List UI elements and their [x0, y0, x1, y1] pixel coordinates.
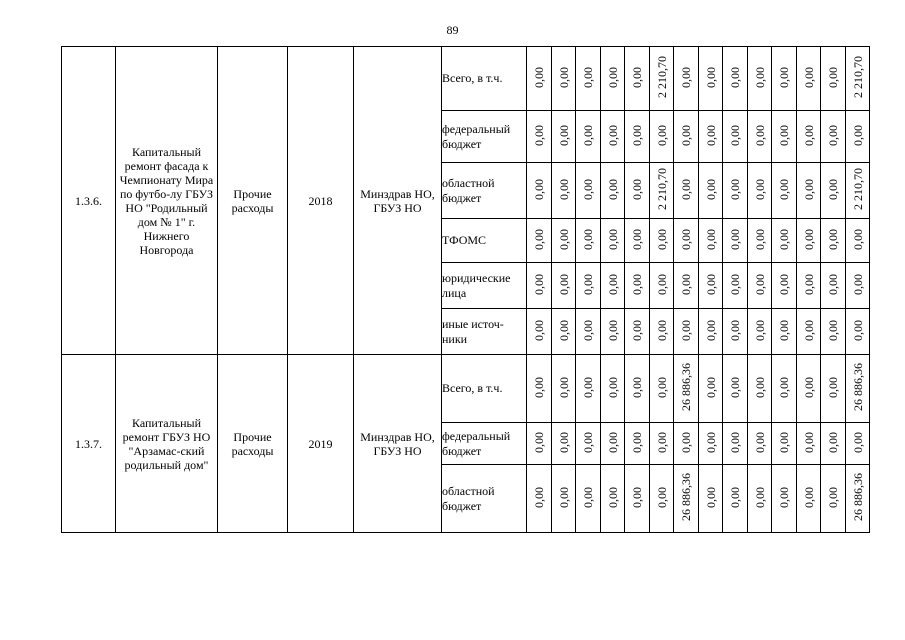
amount-value: 0,00	[801, 431, 816, 453]
amount-cell	[723, 309, 748, 355]
funding-source-label: федеральный бюджет	[442, 111, 527, 163]
amount-cell	[699, 163, 723, 219]
amount-value: 0,00	[703, 486, 718, 508]
amount-value: 0,00	[679, 228, 693, 250]
measure-name: Капитальный ремонт фасада к Чемпионату Мира по футбо-лу ГБУЗ НО "Родильный дом № 1" г. Нижнего Новгорода	[116, 47, 218, 355]
amount-value: 0,00	[703, 273, 718, 295]
amount-value: 0,00	[532, 228, 546, 250]
amount-cell	[527, 163, 552, 219]
amount-cell	[723, 423, 748, 465]
amount-cell	[723, 465, 748, 533]
amount-cell	[797, 465, 821, 533]
amount-value: 0,00	[703, 376, 718, 398]
amount-cell	[699, 219, 723, 263]
amount-cell	[748, 47, 772, 111]
amount-value: 0,00	[826, 431, 840, 453]
amount-cell	[527, 47, 552, 111]
amount-value: 0,00	[728, 376, 742, 398]
table-row	[62, 355, 870, 423]
amount-cell	[650, 309, 674, 355]
amount-value: 26 886,36	[679, 473, 693, 521]
amount-cell	[846, 47, 870, 111]
amount-value: 0,00	[630, 376, 644, 398]
amount-value: 0,00	[801, 319, 816, 341]
amount-value: 0,00	[654, 228, 669, 250]
amount-cell	[527, 309, 552, 355]
year: 2019	[288, 355, 354, 533]
amount-cell	[846, 423, 870, 465]
amount-cell	[576, 47, 601, 111]
amount-value: 0,00	[752, 486, 767, 508]
amount-value: 0,00	[826, 319, 840, 341]
amount-cell	[650, 423, 674, 465]
amount-cell	[723, 111, 748, 163]
amount-cell	[527, 111, 552, 163]
amount-value: 26 886,36	[679, 363, 693, 411]
amount-cell	[772, 111, 797, 163]
amount-cell	[576, 423, 601, 465]
amount-cell	[552, 355, 576, 423]
amount-cell	[699, 309, 723, 355]
amount-cell	[601, 465, 625, 533]
amount-value: 0,00	[654, 319, 669, 341]
amount-value: 0,00	[532, 376, 546, 398]
budget-table-body	[62, 47, 870, 533]
amount-cell	[772, 465, 797, 533]
amount-value: 0,00	[630, 273, 644, 295]
amount-value: 0,00	[752, 228, 767, 250]
amount-cell	[527, 219, 552, 263]
amount-value: 0,00	[556, 319, 571, 341]
amount-value: 0,00	[605, 66, 620, 88]
amount-cell	[552, 219, 576, 263]
expense-type: Прочие расходы	[218, 47, 288, 355]
row-number: 1.3.6.	[62, 47, 116, 355]
amount-value: 0,00	[581, 319, 595, 341]
amount-value: 0,00	[777, 486, 791, 508]
amount-value: 0,00	[532, 124, 546, 146]
amount-value: 0,00	[556, 273, 571, 295]
amount-value: 0,00	[801, 228, 816, 250]
amount-cell	[527, 423, 552, 465]
amount-cell	[650, 465, 674, 533]
amount-value: 0,00	[850, 273, 865, 295]
amount-cell	[723, 47, 748, 111]
amount-cell	[601, 263, 625, 309]
amount-value: 0,00	[728, 273, 742, 295]
amount-cell	[797, 423, 821, 465]
year: 2018	[288, 47, 354, 355]
amount-value: 0,00	[752, 66, 767, 88]
amount-cell	[674, 423, 699, 465]
amount-value: 0,00	[581, 431, 595, 453]
table-row	[62, 47, 870, 111]
amount-cell	[797, 219, 821, 263]
amount-value: 0,00	[581, 124, 595, 146]
amount-cell	[846, 465, 870, 533]
amount-cell	[674, 111, 699, 163]
amount-cell	[576, 263, 601, 309]
amount-value: 0,00	[556, 228, 571, 250]
amount-cell	[674, 219, 699, 263]
amount-cell	[552, 423, 576, 465]
amount-value: 0,00	[777, 431, 791, 453]
amount-value: 0,00	[728, 178, 742, 200]
amount-cell	[748, 423, 772, 465]
amount-cell	[601, 111, 625, 163]
amount-value: 0,00	[556, 376, 571, 398]
amount-value: 0,00	[654, 486, 669, 508]
amount-value: 26 886,36	[850, 473, 865, 521]
amount-cell	[674, 263, 699, 309]
amount-cell	[846, 309, 870, 355]
funding-source-label: ТФОМС	[442, 219, 527, 263]
amount-cell	[625, 219, 650, 263]
amount-cell	[699, 47, 723, 111]
amount-value: 0,00	[630, 228, 644, 250]
amount-cell	[650, 47, 674, 111]
amount-value: 0,00	[826, 66, 840, 88]
amount-cell	[772, 263, 797, 309]
amount-cell	[748, 355, 772, 423]
amount-cell	[527, 465, 552, 533]
amount-value: 0,00	[826, 273, 840, 295]
amount-value: 0,00	[801, 124, 816, 146]
amount-cell	[748, 111, 772, 163]
amount-value: 0,00	[556, 178, 571, 200]
amount-value: 0,00	[630, 486, 644, 508]
amount-value: 0,00	[630, 178, 644, 200]
amount-cell	[748, 309, 772, 355]
amount-value: 0,00	[850, 431, 865, 453]
amount-cell	[601, 355, 625, 423]
amount-value: 0,00	[728, 319, 742, 341]
amount-value: 0,00	[532, 486, 546, 508]
amount-value: 0,00	[532, 431, 546, 453]
amount-cell	[797, 163, 821, 219]
amount-cell	[625, 355, 650, 423]
amount-value: 2 210,70	[850, 168, 865, 210]
amount-cell	[552, 309, 576, 355]
funding-source-label: областной бюджет	[442, 163, 527, 219]
amount-cell	[601, 47, 625, 111]
amount-value: 0,00	[605, 376, 620, 398]
amount-value: 0,00	[777, 66, 791, 88]
amount-cell	[674, 465, 699, 533]
amount-cell	[748, 465, 772, 533]
amount-cell	[772, 309, 797, 355]
amount-cell	[797, 309, 821, 355]
amount-cell	[527, 355, 552, 423]
amount-cell	[650, 263, 674, 309]
amount-value: 0,00	[752, 431, 767, 453]
amount-value: 0,00	[581, 228, 595, 250]
amount-cell	[748, 219, 772, 263]
amount-value: 0,00	[826, 376, 840, 398]
amount-cell	[699, 465, 723, 533]
measure-name: Капитальный ремонт ГБУЗ НО "Арзамас-ский родильный дом"	[116, 355, 218, 533]
amount-cell	[821, 163, 846, 219]
amount-value: 0,00	[826, 228, 840, 250]
amount-value: 0,00	[532, 273, 546, 295]
amount-cell	[797, 355, 821, 423]
amount-value: 0,00	[556, 431, 571, 453]
amount-cell	[601, 219, 625, 263]
amount-cell	[723, 263, 748, 309]
amount-value: 0,00	[605, 486, 620, 508]
amount-value: 2 210,70	[850, 56, 865, 98]
amount-value: 0,00	[850, 124, 865, 146]
amount-cell	[772, 219, 797, 263]
amount-value: 0,00	[654, 376, 669, 398]
amount-cell	[625, 309, 650, 355]
amount-value: 0,00	[850, 319, 865, 341]
amount-cell	[821, 355, 846, 423]
amount-value: 0,00	[654, 273, 669, 295]
amount-value: 2 210,70	[654, 56, 669, 98]
amount-cell	[846, 219, 870, 263]
amount-cell	[527, 263, 552, 309]
amount-cell	[772, 163, 797, 219]
amount-value: 0,00	[679, 319, 693, 341]
amount-cell	[674, 309, 699, 355]
funding-source-label: Всего, в т.ч.	[442, 47, 527, 111]
funding-source-label: юридические лица	[442, 263, 527, 309]
amount-value: 0,00	[777, 376, 791, 398]
amount-cell	[821, 47, 846, 111]
amount-value: 0,00	[532, 178, 546, 200]
amount-value: 0,00	[801, 178, 816, 200]
amount-value: 0,00	[703, 431, 718, 453]
amount-value: 0,00	[703, 124, 718, 146]
amount-value: 0,00	[728, 124, 742, 146]
amount-cell	[748, 263, 772, 309]
amount-cell	[674, 355, 699, 423]
amount-cell	[797, 111, 821, 163]
amount-cell	[576, 309, 601, 355]
amount-value: 0,00	[654, 124, 669, 146]
amount-cell	[699, 263, 723, 309]
amount-cell	[846, 111, 870, 163]
amount-cell	[723, 163, 748, 219]
amount-value: 0,00	[728, 486, 742, 508]
amount-value: 0,00	[826, 178, 840, 200]
amount-value: 0,00	[605, 124, 620, 146]
amount-value: 0,00	[581, 376, 595, 398]
amount-cell	[723, 219, 748, 263]
amount-cell	[625, 423, 650, 465]
amount-cell	[846, 263, 870, 309]
amount-value: 0,00	[826, 124, 840, 146]
amount-cell	[576, 111, 601, 163]
amount-cell	[821, 111, 846, 163]
executor: Минздрав НО, ГБУЗ НО	[354, 47, 442, 355]
amount-cell	[576, 465, 601, 533]
amount-cell	[650, 355, 674, 423]
amount-value: 0,00	[679, 431, 693, 453]
amount-cell	[552, 465, 576, 533]
amount-cell	[625, 111, 650, 163]
amount-cell	[576, 163, 601, 219]
amount-cell	[650, 111, 674, 163]
amount-value: 0,00	[728, 66, 742, 88]
amount-cell	[772, 355, 797, 423]
amount-cell	[650, 163, 674, 219]
amount-value: 0,00	[679, 178, 693, 200]
row-number: 1.3.7.	[62, 355, 116, 533]
amount-value: 0,00	[801, 376, 816, 398]
amount-value: 26 886,36	[850, 363, 865, 411]
amount-value: 0,00	[532, 66, 546, 88]
amount-value: 0,00	[556, 124, 571, 146]
amount-value: 0,00	[581, 178, 595, 200]
amount-value: 0,00	[532, 319, 546, 341]
amount-cell	[846, 163, 870, 219]
amount-cell	[821, 465, 846, 533]
amount-cell	[699, 111, 723, 163]
amount-cell	[601, 163, 625, 219]
amount-value: 0,00	[752, 124, 767, 146]
amount-value: 0,00	[556, 486, 571, 508]
amount-value: 0,00	[728, 431, 742, 453]
amount-value: 0,00	[630, 319, 644, 341]
amount-cell	[625, 47, 650, 111]
amount-value: 2 210,70	[654, 168, 669, 210]
amount-cell	[699, 355, 723, 423]
amount-cell	[797, 263, 821, 309]
amount-cell	[650, 219, 674, 263]
amount-cell	[821, 263, 846, 309]
amount-value: 0,00	[605, 431, 620, 453]
amount-value: 0,00	[728, 228, 742, 250]
amount-value: 0,00	[752, 178, 767, 200]
amount-value: 0,00	[801, 273, 816, 295]
amount-cell	[674, 47, 699, 111]
amount-value: 0,00	[654, 431, 669, 453]
budget-table	[61, 46, 870, 533]
amount-cell	[601, 309, 625, 355]
amount-value: 0,00	[777, 319, 791, 341]
amount-cell	[821, 423, 846, 465]
amount-value: 0,00	[777, 178, 791, 200]
amount-cell	[552, 263, 576, 309]
amount-cell	[552, 111, 576, 163]
amount-value: 0,00	[703, 66, 718, 88]
amount-cell	[723, 355, 748, 423]
page-number: 89	[446, 23, 459, 37]
amount-value: 0,00	[850, 228, 865, 250]
amount-cell	[797, 47, 821, 111]
amount-cell	[748, 163, 772, 219]
amount-cell	[699, 423, 723, 465]
amount-value: 0,00	[752, 376, 767, 398]
amount-value: 0,00	[679, 66, 693, 88]
amount-value: 0,00	[777, 124, 791, 146]
amount-value: 0,00	[777, 273, 791, 295]
amount-cell	[625, 263, 650, 309]
amount-value: 0,00	[801, 486, 816, 508]
amount-value: 0,00	[581, 273, 595, 295]
expense-type: Прочие расходы	[218, 355, 288, 533]
amount-cell	[625, 163, 650, 219]
amount-value: 0,00	[752, 319, 767, 341]
amount-cell	[625, 465, 650, 533]
amount-cell	[821, 219, 846, 263]
amount-cell	[576, 355, 601, 423]
amount-value: 0,00	[630, 66, 644, 88]
funding-source-label: Всего, в т.ч.	[442, 355, 527, 423]
amount-value: 0,00	[581, 66, 595, 88]
funding-source-label: иные источ-ники	[442, 309, 527, 355]
amount-value: 0,00	[679, 273, 693, 295]
amount-value: 0,00	[605, 319, 620, 341]
amount-value: 0,00	[703, 228, 718, 250]
amount-cell	[821, 309, 846, 355]
amount-value: 0,00	[703, 319, 718, 341]
amount-value: 0,00	[801, 66, 816, 88]
amount-value: 0,00	[605, 178, 620, 200]
amount-cell	[552, 47, 576, 111]
executor: Минздрав НО, ГБУЗ НО	[354, 355, 442, 533]
amount-value: 0,00	[777, 228, 791, 250]
amount-value: 0,00	[605, 273, 620, 295]
amount-cell	[846, 355, 870, 423]
amount-cell	[552, 163, 576, 219]
amount-value: 0,00	[752, 273, 767, 295]
amount-value: 0,00	[630, 124, 644, 146]
amount-value: 0,00	[605, 228, 620, 250]
amount-value: 0,00	[703, 178, 718, 200]
amount-value: 0,00	[679, 124, 693, 146]
amount-cell	[772, 47, 797, 111]
funding-source-label: федеральный бюджет	[442, 423, 527, 465]
amount-cell	[674, 163, 699, 219]
funding-source-label: областной бюджет	[442, 465, 527, 533]
amount-cell	[576, 219, 601, 263]
amount-value: 0,00	[630, 431, 644, 453]
amount-cell	[772, 423, 797, 465]
amount-cell	[601, 423, 625, 465]
amount-value: 0,00	[826, 486, 840, 508]
amount-value: 0,00	[556, 66, 571, 88]
amount-value: 0,00	[581, 486, 595, 508]
